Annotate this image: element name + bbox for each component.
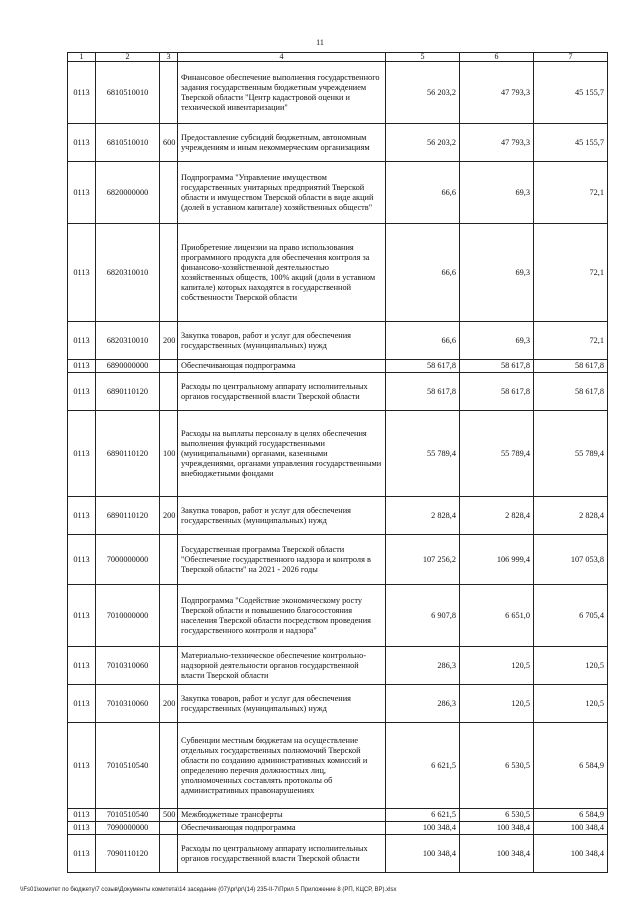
item-description-cell: Материально-техническое обеспечение контрольно-надзорной деятельности органов государственной власти Тверской области <box>178 647 386 685</box>
item-description-cell: Закупка товаров, работ и услуг для обеспечения государственных (муниципальных) нужд <box>178 497 386 535</box>
target-article-cell: 7010310060 <box>96 685 160 723</box>
item-description-cell: Расходы по центральному аппарату исполнительных органов государственной власти Тверской области <box>178 373 386 411</box>
item-description-cell: Предоставление субсидий бюджетным, автономным учреждениям и иным некоммерческим организациям <box>178 124 386 162</box>
table-row <box>68 723 608 809</box>
target-article-cell: 6890000000 <box>96 360 160 373</box>
item-description-cell: Расходы на выплаты персоналу в целях обеспечения выполнения функций государственными (муниципальными) органами, казенными учреждениями, органами управления государственными внебюджетными фондами <box>178 411 386 497</box>
target-article-cell: 6890110120 <box>96 497 160 535</box>
section-code-cell: 0113 <box>68 373 96 411</box>
target-article-cell: 6890110120 <box>96 373 160 411</box>
target-article-cell: 6810510010 <box>96 124 160 162</box>
item-description-cell: Государственная программа Тверской области "Обеспечение государственного надзора и контроля в Тверской области" на 2021 - 2026 годы <box>178 535 386 585</box>
amount-2026-cell: 58 617,8 <box>534 360 608 373</box>
table-row <box>68 809 608 822</box>
amount-2025-cell: 69,3 <box>460 224 534 322</box>
amount-2024-cell: 286,3 <box>386 685 460 723</box>
target-article-cell: 6890110120 <box>96 411 160 497</box>
item-description-cell: Закупка товаров, работ и услуг для обеспечения государственных (муниципальных) нужд <box>178 685 386 723</box>
target-article-cell: 6820310010 <box>96 322 160 360</box>
amount-2025-cell: 69,3 <box>460 162 534 224</box>
page-number: 11 <box>316 38 324 47</box>
amount-2025-cell: 55 789,4 <box>460 411 534 497</box>
amount-2024-cell: 58 617,8 <box>386 373 460 411</box>
column-number: 5 <box>386 53 460 62</box>
item-description-cell: Закупка товаров, работ и услуг для обеспечения государственных (муниципальных) нужд <box>178 322 386 360</box>
table-row <box>68 162 608 224</box>
expense-type-cell <box>160 822 178 835</box>
file-path-footer: \\Fs01\комитет по бюджету\7 созыв\Документы комитета\14 заседание (07)\pr\pr\(14) 235-II-7\Прил 5 Приложение 8 (РП, КЦСР, ВР).xlsx <box>20 887 397 893</box>
amount-2024-cell: 6 621,5 <box>386 809 460 822</box>
table-row <box>68 647 608 685</box>
amount-2024-cell: 6 907,8 <box>386 585 460 647</box>
amount-2026-cell: 72,1 <box>534 224 608 322</box>
target-article-cell: 6810510010 <box>96 62 160 124</box>
section-code-cell: 0113 <box>68 360 96 373</box>
target-article-cell: 7010310060 <box>96 647 160 685</box>
table-row <box>68 373 608 411</box>
amount-2026-cell: 120,5 <box>534 685 608 723</box>
amount-2025-cell: 58 617,8 <box>460 360 534 373</box>
amount-2026-cell: 100 348,4 <box>534 822 608 835</box>
expense-type-cell: 100 <box>160 411 178 497</box>
table-row <box>68 411 608 497</box>
table-row <box>68 322 608 360</box>
target-article-cell: 7010510540 <box>96 809 160 822</box>
amount-2025-cell: 120,5 <box>460 647 534 685</box>
expense-type-cell <box>160 647 178 685</box>
section-code-cell: 0113 <box>68 162 96 224</box>
section-code-cell: 0113 <box>68 497 96 535</box>
item-description-cell: Расходы по центральному аппарату исполнительных органов государственной власти Тверской области <box>178 835 386 873</box>
target-article-cell: 7010000000 <box>96 585 160 647</box>
column-number: 2 <box>96 53 160 62</box>
amount-2026-cell: 58 617,8 <box>534 373 608 411</box>
amount-2026-cell: 72,1 <box>534 162 608 224</box>
item-description-cell: Обеспечивающая подпрограмма <box>178 822 386 835</box>
item-description-cell: Субвенции местным бюджетам на осуществление отдельных государственных полномочий Тверской области по созданию административных комиссий и определению перечня должностных лиц, уполномоченных составлять протоколы об административных правонарушениях <box>178 723 386 809</box>
table-row <box>68 360 608 373</box>
item-description-cell: Приобретение лицензии на право использования программного продукта для обеспечения контроля за финансово-хозяйственной деятельностью хозяйственных обществ, 100% акций (доли в уставном капитале) которых находятся в государственной собственности Тверской области <box>178 224 386 322</box>
table-row <box>68 535 608 585</box>
amount-2024-cell: 66,6 <box>386 162 460 224</box>
amount-2024-cell: 66,6 <box>386 224 460 322</box>
section-code-cell: 0113 <box>68 224 96 322</box>
amount-2024-cell: 58 617,8 <box>386 360 460 373</box>
column-number: 6 <box>460 53 534 62</box>
target-article-cell: 7010510540 <box>96 723 160 809</box>
amount-2025-cell: 100 348,4 <box>460 835 534 873</box>
column-number: 7 <box>534 53 608 62</box>
target-article-cell: 6820000000 <box>96 162 160 224</box>
expense-type-cell <box>160 835 178 873</box>
table-row <box>68 685 608 723</box>
target-article-cell: 7000000000 <box>96 535 160 585</box>
amount-2024-cell: 56 203,2 <box>386 124 460 162</box>
section-code-cell: 0113 <box>68 62 96 124</box>
item-description-cell: Межбюджетные трансферты <box>178 809 386 822</box>
budget-table <box>67 52 608 873</box>
amount-2024-cell: 100 348,4 <box>386 835 460 873</box>
amount-2024-cell: 55 789,4 <box>386 411 460 497</box>
amount-2024-cell: 2 828,4 <box>386 497 460 535</box>
item-description-cell: Финансовое обеспечение выполнения государственного задания государственным бюджетным учреждением Тверской области "Центр кадастровой оценки и технической инвентаризации" <box>178 62 386 124</box>
expense-type-cell: 200 <box>160 322 178 360</box>
amount-2025-cell: 2 828,4 <box>460 497 534 535</box>
table-row <box>68 497 608 535</box>
section-code-cell: 0113 <box>68 124 96 162</box>
amount-2024-cell: 100 348,4 <box>386 822 460 835</box>
section-code-cell: 0113 <box>68 685 96 723</box>
expense-type-cell <box>160 162 178 224</box>
section-code-cell: 0113 <box>68 585 96 647</box>
amount-2026-cell: 55 789,4 <box>534 411 608 497</box>
amount-2025-cell: 47 793,3 <box>460 124 534 162</box>
section-code-cell: 0113 <box>68 835 96 873</box>
section-code-cell: 0113 <box>68 647 96 685</box>
amount-2024-cell: 6 621,5 <box>386 723 460 809</box>
table-row <box>68 585 608 647</box>
amount-2026-cell: 6 584,9 <box>534 809 608 822</box>
amount-2026-cell: 45 155,7 <box>534 124 608 162</box>
amount-2025-cell: 6 651,0 <box>460 585 534 647</box>
amount-2025-cell: 58 617,8 <box>460 373 534 411</box>
expense-type-cell <box>160 224 178 322</box>
section-code-cell: 0113 <box>68 723 96 809</box>
item-description-cell: Подпрограмма "Управление имуществом государственных унитарных предприятий Тверской области и имуществом Тверской области в виде акций (долей в уставном капитале) хозяйственных обществ" <box>178 162 386 224</box>
column-number-header <box>68 53 608 62</box>
amount-2026-cell: 45 155,7 <box>534 62 608 124</box>
table-row <box>68 822 608 835</box>
column-number: 3 <box>160 53 178 62</box>
amount-2025-cell: 6 530,5 <box>460 723 534 809</box>
target-article-cell: 7090000000 <box>96 822 160 835</box>
section-code-cell: 0113 <box>68 809 96 822</box>
amount-2026-cell: 107 053,8 <box>534 535 608 585</box>
amount-2024-cell: 56 203,2 <box>386 62 460 124</box>
section-code-cell: 0113 <box>68 822 96 835</box>
amount-2024-cell: 107 256,2 <box>386 535 460 585</box>
table-row <box>68 124 608 162</box>
expense-type-cell <box>160 62 178 124</box>
section-code-cell: 0113 <box>68 411 96 497</box>
amount-2025-cell: 6 530,5 <box>460 809 534 822</box>
amount-2026-cell: 100 348,4 <box>534 835 608 873</box>
expense-type-cell <box>160 585 178 647</box>
expense-type-cell: 600 <box>160 124 178 162</box>
section-code-cell: 0113 <box>68 322 96 360</box>
amount-2025-cell: 47 793,3 <box>460 62 534 124</box>
table-row <box>68 224 608 322</box>
target-article-cell: 6820310010 <box>96 224 160 322</box>
table-row <box>68 62 608 124</box>
expense-type-cell: 200 <box>160 497 178 535</box>
table-row <box>68 835 608 873</box>
amount-2025-cell: 69,3 <box>460 322 534 360</box>
item-description-cell: Подпрограмма "Содействие экономическому росту Тверской области и повышению благосостояния населения Тверской области посредством проведения государственного контроля и надзора" <box>178 585 386 647</box>
amount-2026-cell: 6 584,9 <box>534 723 608 809</box>
section-code-cell: 0113 <box>68 535 96 585</box>
expense-type-cell <box>160 373 178 411</box>
column-number: 4 <box>178 53 386 62</box>
expense-type-cell: 500 <box>160 809 178 822</box>
expense-type-cell <box>160 360 178 373</box>
column-number: 1 <box>68 53 96 62</box>
amount-2026-cell: 2 828,4 <box>534 497 608 535</box>
amount-2026-cell: 6 705,4 <box>534 585 608 647</box>
amount-2024-cell: 66,6 <box>386 322 460 360</box>
expense-type-cell <box>160 723 178 809</box>
amount-2024-cell: 286,3 <box>386 647 460 685</box>
target-article-cell: 7090110120 <box>96 835 160 873</box>
item-description-cell: Обеспечивающая подпрограмма <box>178 360 386 373</box>
amount-2026-cell: 120,5 <box>534 647 608 685</box>
amount-2025-cell: 100 348,4 <box>460 822 534 835</box>
expense-type-cell <box>160 535 178 585</box>
expense-type-cell: 200 <box>160 685 178 723</box>
amount-2025-cell: 120,5 <box>460 685 534 723</box>
amount-2025-cell: 106 999,4 <box>460 535 534 585</box>
amount-2026-cell: 72,1 <box>534 322 608 360</box>
